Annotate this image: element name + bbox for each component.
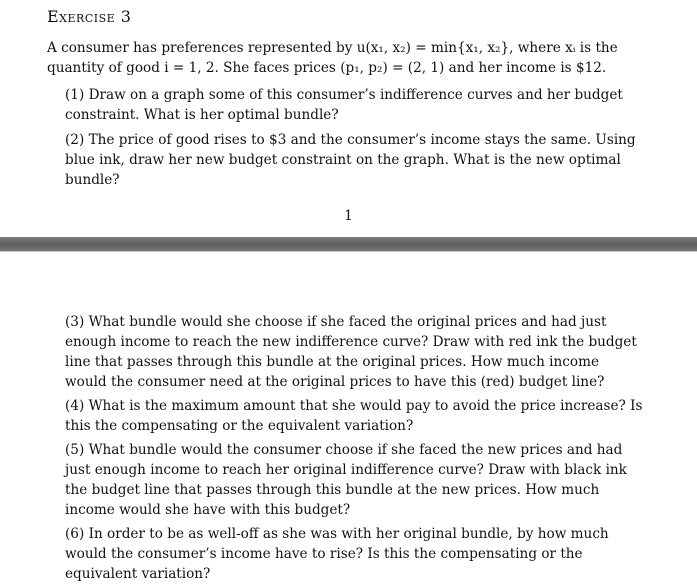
- page-1: [0, 0, 697, 237]
- page-2: [0, 252, 697, 587]
- exercise-intro: A consumer has preferences represented by u(x₁, x₂) = min{x₁, x₂}, where xᵢ is the quantity of good i = 1, 2. She faces prices (p₁, p₂) = (2, 1) and her income is $12.: [47, 40, 618, 76]
- question-2: (2) The price of good rises to $3 and the consumer’s income stays the same. Using blue ink, draw her new budget constraint on the graph. What is the new optimal bundle?: [65, 132, 636, 188]
- exercise-heading: Exercise 3: [47, 7, 132, 26]
- question-6: (6) In order to be as well-off as she was with her original bundle, by how much would the consumer’s income have to rise? Is this the compensating or the equivalent variation?: [65, 526, 609, 582]
- page-number: 1: [344, 208, 353, 224]
- question-1: (1) Draw on a graph some of this consumer’s indifference curves and her budget constraint. What is her optimal bundle?: [65, 87, 623, 123]
- question-4: (4) What is the maximum amount that she would pay to avoid the price increase? Is this the compensating or the equivalent variation?: [65, 398, 643, 434]
- question-3: (3) What bundle would she choose if she faced the original prices and had just enough income to reach the new indifference curve? Draw with red ink the budget line that passes through this bundle at the original prices. How much income would the consumer need at the original prices to have this (red) budget line?: [65, 314, 637, 390]
- page-separator: [0, 237, 697, 252]
- question-5: (5) What bundle would the consumer choose if she faced the new prices and had just enough income to reach her original indifference curve? Draw with black ink the budget line that passes through this bundle at the new prices. How much income would she have with this budget?: [65, 442, 627, 518]
